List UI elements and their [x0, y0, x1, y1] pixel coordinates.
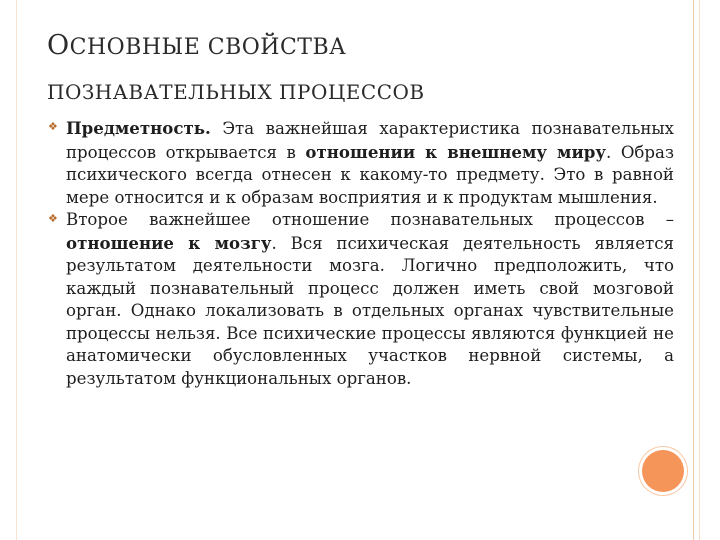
- bullet-1-text-b: . Образ психического всегда отнесен к какому-то предмету. Это в равной мере относится и к образам восприятия и к продуктам мышления.: [66, 142, 674, 207]
- diamond-bullet-icon: ❖: [48, 120, 58, 133]
- title-line-1: [47, 28, 667, 64]
- bullet-2-text-a: Второе важнейшее отношение познавательных процессов –: [66, 210, 674, 229]
- title-first-letter: О: [47, 30, 70, 61]
- decorative-circle: [642, 450, 684, 492]
- bullet-item-brain-relation: [48, 209, 674, 390]
- right-border-line: [693, 0, 694, 540]
- bullet-item-objectness: [48, 117, 674, 209]
- bullet-list: [48, 117, 674, 390]
- bullet-1-bold-lead: Предметность.: [66, 118, 211, 138]
- right-border-line-outer: [699, 0, 700, 540]
- title-line-2: ПОЗНАВАТЕЛЬНЫХ ПРОЦЕССОВ: [47, 80, 425, 104]
- diamond-bullet-icon: ❖: [48, 212, 58, 225]
- bullet-1-bold-mid: отношении к внешнему миру: [305, 141, 607, 162]
- slide-title: [47, 28, 667, 106]
- title-line-1-rest: СНОВНЫЕ СВОЙСТВА: [69, 35, 347, 60]
- bullet-2-text-b: . Вся психическая деятельность является результатом деятельности мозга. Логично предположить, что каждый познавательный процесс должен иметь свой мозговой орган. Однако локализовать в отдельных органах чувствительные процессы нельзя. Все психические процессы являются функцией не анатомически обусловленных участков нервной системы, а результатом функциональных органов.: [66, 233, 674, 388]
- left-border-line: [16, 0, 17, 540]
- bullet-1-text-a: Эта важнейшая характеристика познавательных процессов открывается в: [66, 119, 674, 162]
- bullet-2-bold-mid: отношение к мозгу: [66, 232, 272, 253]
